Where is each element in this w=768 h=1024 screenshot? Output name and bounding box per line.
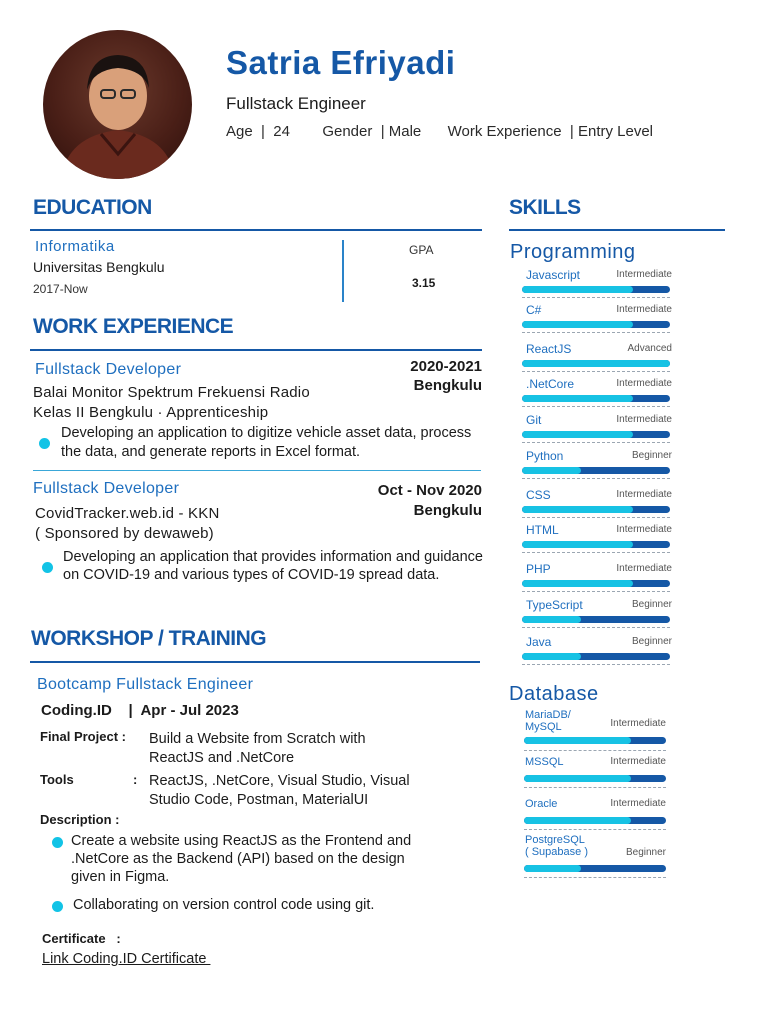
database-name-line1: MariaDB/: [525, 709, 571, 721]
database-level: Beginner: [625, 847, 666, 858]
skill-row: [520, 377, 678, 413]
skill-bar-fill: [522, 360, 670, 367]
skill-level: Intermediate: [616, 304, 672, 315]
skill-level: Intermediate: [616, 563, 672, 574]
gender-value: Male: [388, 123, 422, 140]
database-bar-fill: [524, 775, 631, 782]
skill-bar: [522, 467, 670, 474]
education-university: Universitas Bengkulu: [33, 259, 165, 275]
skill-name: .NetCore: [526, 377, 575, 391]
job-separator: [33, 470, 481, 471]
person-icon: [43, 30, 192, 179]
workshop-org: Coding.ID | Apr - Jul 2023: [41, 702, 239, 719]
database-bar: [524, 865, 666, 872]
skill-name: ReactJS: [526, 342, 572, 356]
skill-bar-fill: [522, 653, 581, 660]
job-2-location: Bengkulu: [413, 502, 482, 519]
education-separator: [342, 240, 344, 302]
skill-bar: [522, 431, 670, 438]
database-name-line2: MySQL: [525, 721, 562, 733]
database-bar-fill: [524, 817, 631, 824]
workshop-name: Bootcamp Fullstack Engineer: [37, 676, 254, 693]
skill-row: [520, 562, 678, 598]
skill-bar: [522, 321, 670, 328]
education-major: Informatika: [35, 238, 115, 255]
skill-separator: [522, 517, 670, 518]
job-title: Fullstack Engineer: [226, 94, 366, 113]
skill-name: Git: [526, 413, 542, 427]
database-row: [522, 798, 672, 834]
skill-bar: [522, 616, 670, 623]
job-1-location: Bengkulu: [413, 377, 482, 394]
skill-level: Intermediate: [616, 378, 672, 389]
description-label: Description :: [40, 812, 120, 827]
skill-row: [520, 342, 678, 378]
skill-separator: [522, 552, 670, 553]
skill-bar: [522, 286, 670, 293]
database-level: Intermediate: [610, 718, 666, 729]
certificate-link[interactable]: Link Coding.ID Certificate: [42, 951, 211, 967]
job-2-date: Oct - Nov 2020: [377, 482, 482, 499]
profile-photo: [43, 30, 192, 179]
skill-bar-fill: [522, 431, 633, 438]
skill-bar-fill: [522, 467, 581, 474]
skill-level: Intermediate: [616, 269, 672, 280]
skill-name: Javascript: [526, 268, 581, 282]
skill-bar: [522, 541, 670, 548]
skill-separator: [522, 406, 670, 407]
gender-label: Gender: [322, 123, 373, 140]
job-2-company-line2: ( Sponsored by dewaweb): [35, 525, 214, 542]
skill-name: C#: [526, 303, 542, 317]
workshop-desc-1: Create a website using ReactJS as the Frontend and .NetCore as the Backend (API) based on the design given in Figma.: [71, 833, 412, 885]
final-project-label: Final Project :: [40, 729, 126, 744]
skill-separator: [522, 442, 670, 443]
age-value: 24: [273, 123, 290, 140]
database-row: [522, 756, 672, 792]
database-separator: [524, 877, 666, 878]
job-1-position: Fullstack Developer: [35, 361, 182, 378]
work-divider: [30, 349, 482, 351]
experience-value: Entry Level: [577, 123, 654, 140]
skill-bar-fill: [522, 506, 633, 513]
tools-label: Tools: [40, 772, 74, 787]
job-1-date: 2020-2021: [410, 358, 482, 375]
skill-separator: [522, 478, 670, 479]
skill-name: CSS: [526, 488, 551, 502]
certificate-label: Certificate :: [42, 931, 121, 946]
skill-name: HTML: [526, 523, 559, 537]
skill-row: [520, 598, 678, 634]
database-name: [525, 756, 564, 768]
skill-bar-fill: [522, 395, 633, 402]
skill-separator: [522, 297, 670, 298]
education-title: EDUCATION: [33, 196, 152, 219]
skill-bar-fill: [522, 321, 633, 328]
skill-bar-fill: [522, 580, 633, 587]
education-divider: [30, 229, 482, 231]
skill-row: [520, 303, 678, 339]
skills-title: SKILLS: [509, 196, 581, 219]
workshop-title: WORKSHOP / TRAINING: [31, 627, 267, 650]
job-2-company-line1: CovidTracker.web.id - KKN: [35, 505, 220, 522]
database-separator: [524, 829, 666, 830]
skill-bar: [522, 580, 670, 587]
skill-row: [520, 635, 678, 671]
job-1-company-line2: Kelas II Bengkulu · Apprenticeship: [33, 404, 269, 421]
database-bar: [524, 817, 666, 824]
skill-level: Beginner: [631, 599, 672, 610]
job-2-description: Developing an application that provides information and guidance on COVID-19 and various types of COVID-19 spread data.: [63, 549, 483, 583]
skill-separator: [522, 332, 670, 333]
skill-name: Java: [526, 635, 552, 649]
database-name: [525, 834, 588, 858]
skill-separator: [522, 627, 670, 628]
workshop-divider: [30, 661, 480, 663]
bullet-icon: [42, 562, 53, 573]
database-bar: [524, 737, 666, 744]
work-title: WORK EXPERIENCE: [33, 315, 234, 338]
experience-label: Work Experience: [447, 123, 562, 140]
skill-separator: [522, 664, 670, 665]
job-1-description: Developing an application to digitize vehicle asset data, process the data, and generate reports in Excel format.: [61, 425, 472, 460]
database-separator: [524, 787, 666, 788]
skill-bar: [522, 653, 670, 660]
database-name: [525, 798, 557, 810]
full-name: Satria Efriyadi: [226, 44, 456, 81]
database-name-line1: MSSQL: [525, 756, 564, 768]
database-row: [522, 834, 672, 882]
database-row: [522, 709, 672, 753]
skill-level: Intermediate: [616, 489, 672, 500]
education-period: 2017-Now: [33, 282, 88, 296]
skill-level: Beginner: [631, 450, 672, 461]
final-project-value: Build a Website from Scratch with ReactJS and .NetCore: [149, 731, 366, 766]
database-name-line2: ( Supabase ): [525, 846, 588, 858]
skill-bar: [522, 395, 670, 402]
skill-bar-fill: [522, 286, 633, 293]
database-bar: [524, 775, 666, 782]
skills-divider: [509, 229, 725, 231]
skill-bar: [522, 506, 670, 513]
personal-info: Age | 24 Gender | Male Work Experience | Entry Level: [226, 123, 654, 140]
database-level: Intermediate: [610, 798, 666, 809]
database-name-line1: Oracle: [525, 798, 558, 810]
workshop-desc-2: Collaborating on version control code using git.: [73, 897, 375, 913]
skill-row: [520, 268, 678, 304]
database-bar-fill: [524, 865, 581, 872]
skill-bar-fill: [522, 616, 581, 623]
skill-name: Python: [526, 449, 564, 463]
tools-colon: :: [133, 772, 138, 787]
tools-value: ReactJS, .NetCore, Visual Studio, Visual Studio Code, Postman, MaterialUI: [149, 773, 410, 808]
skill-level: Intermediate: [616, 414, 672, 425]
bullet-icon: [52, 837, 63, 848]
skill-row: [520, 488, 678, 524]
job-2-position: Fullstack Developer: [33, 480, 180, 497]
bullet-icon: [39, 438, 50, 449]
database-bar-fill: [524, 737, 631, 744]
age-label: Age: [226, 123, 253, 140]
gpa-value: 3.15: [412, 276, 436, 290]
database-separator: [524, 750, 666, 751]
skill-row: [520, 413, 678, 449]
skill-separator: [522, 591, 670, 592]
skill-level: Intermediate: [616, 524, 672, 535]
database-level: Intermediate: [610, 756, 666, 767]
bullet-icon: [52, 901, 63, 912]
skill-level: Advanced: [627, 343, 672, 354]
skill-row: [520, 523, 678, 559]
skill-bar-fill: [522, 541, 633, 548]
skill-name: PHP: [526, 562, 551, 576]
skill-bar: [522, 360, 670, 367]
job-1-company-line1: Balai Monitor Spektrum Frekuensi Radio: [33, 384, 310, 401]
skill-row: [520, 449, 678, 485]
skill-separator: [522, 371, 670, 372]
database-name: [525, 709, 571, 733]
skill-name: TypeScript: [526, 598, 583, 612]
programming-title: Programming: [510, 241, 636, 263]
gpa-label: GPA: [409, 243, 434, 257]
database-title: Database: [509, 683, 599, 705]
database-name-line1: PostgreSQL: [525, 834, 585, 846]
skill-level: Beginner: [631, 636, 672, 647]
